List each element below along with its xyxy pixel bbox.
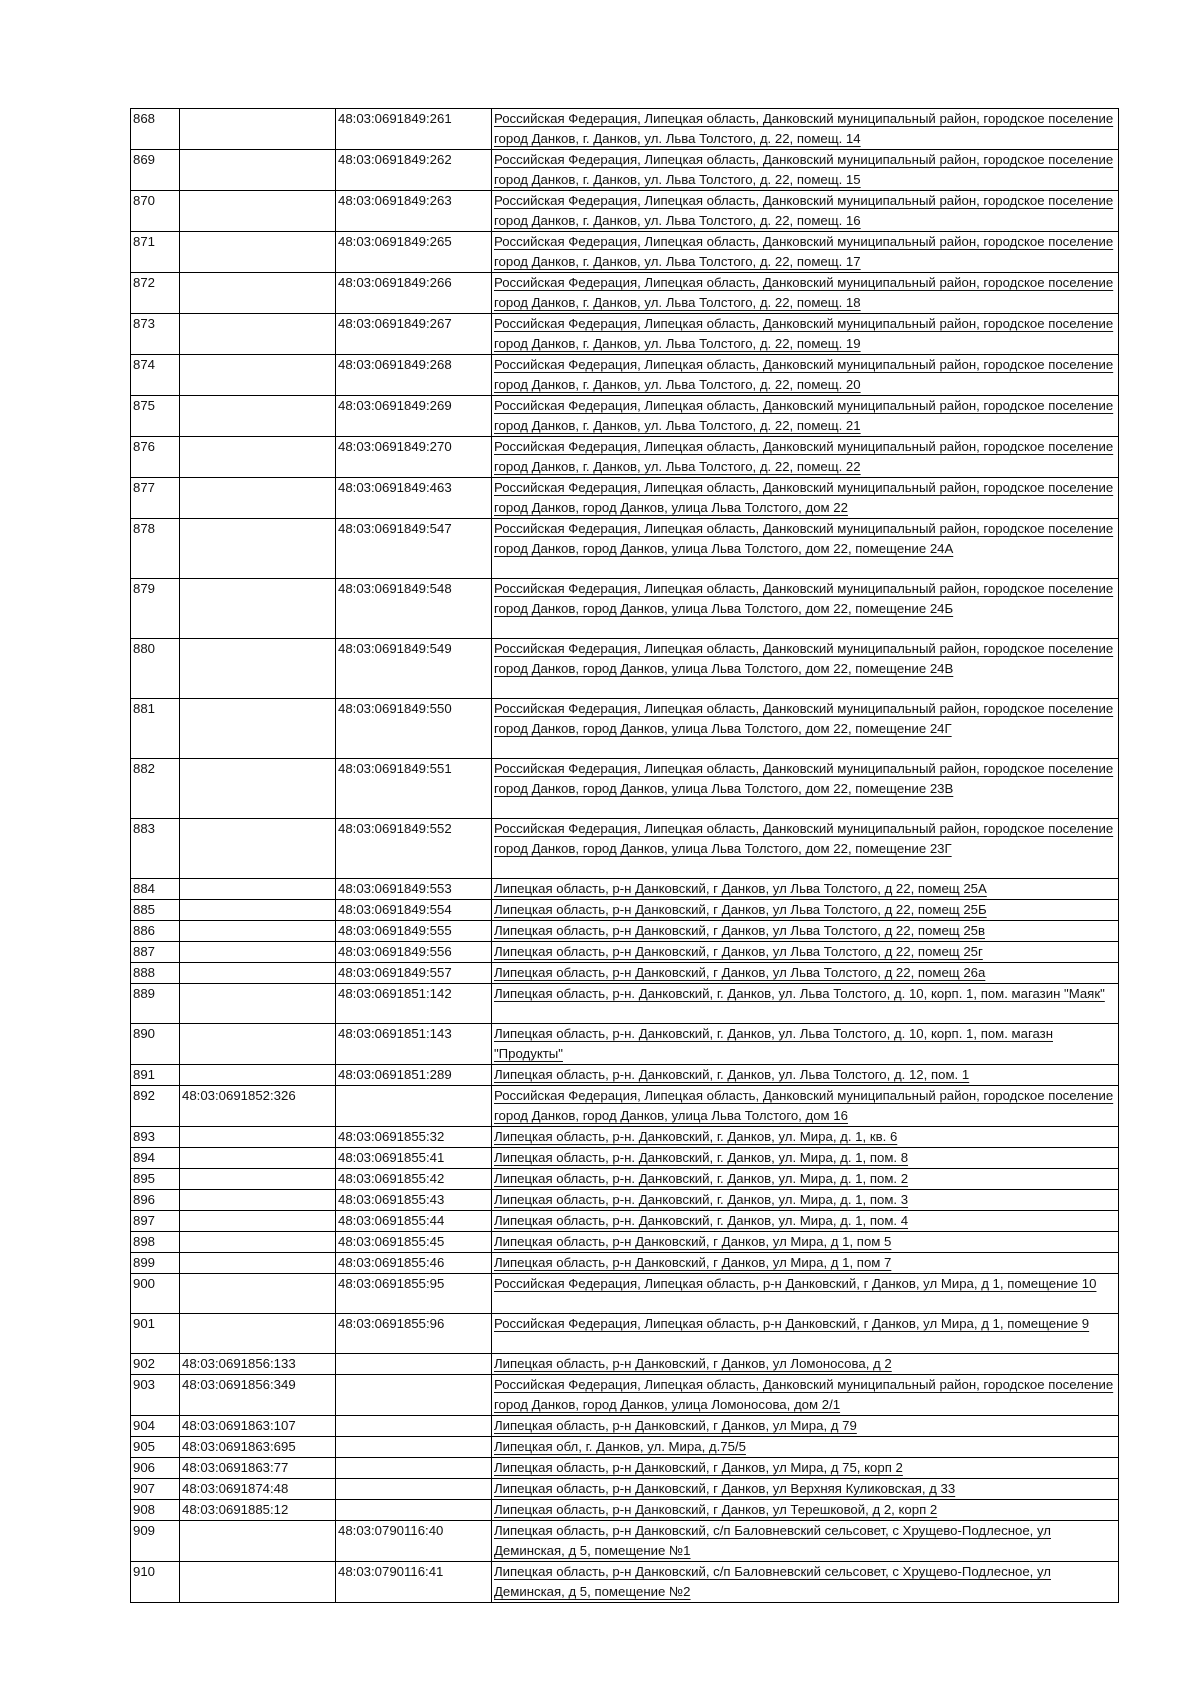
cadastral-number-a-cell: 48:03:0691874:48 — [180, 1479, 336, 1500]
table-row — [131, 819, 1119, 879]
address-text: Липецкая область, р-н Данковский, с/п Баловневский сельсовет, с Хрущево-Подлесное, ул Деминская, д 5, помещение №1 — [494, 1523, 1051, 1558]
cadastral-number-b-cell: 48:03:0691855:46 — [336, 1253, 492, 1274]
table-row — [131, 109, 1119, 150]
address-text: Российская Федерация, Липецкая область, Данковский муниципальный район, городское поселение город Данков, г. Данков, ул. Льва Толстого, д. 22, помещ. 15 — [494, 152, 1114, 187]
row-number-cell: 890 — [131, 1024, 180, 1065]
row-number-cell: 872 — [131, 273, 180, 314]
table-row — [131, 1416, 1119, 1437]
address-text: Российская Федерация, Липецкая область, Данковский муниципальный район, городское поселение город Данков, город Данков, улица Льва Толстого, дом 22, помещение 24Б — [494, 581, 1114, 616]
address-text: Российская Федерация, Липецкая область, Данковский муниципальный район, городское поселение город Данков, г. Данков, ул. Льва Толстого, д. 22, помещ. 18 — [494, 275, 1114, 310]
address-text: Российская Федерация, Липецкая область, Данковский муниципальный район, городское поселение город Данков, город Данков, улица Льва Толстого, дом 16 — [494, 1088, 1114, 1123]
cadastral-number-b-cell: 48:03:0691849:554 — [336, 900, 492, 921]
table-row — [131, 437, 1119, 478]
cadastral-number-a-cell — [180, 1127, 336, 1148]
table-row — [131, 273, 1119, 314]
table-row — [131, 1375, 1119, 1416]
row-number-cell: 892 — [131, 1086, 180, 1127]
row-number-cell: 897 — [131, 1211, 180, 1232]
address-text: Липецкая область, р-н. Данковский, г. Данков, ул. Мира, д. 1, пом. 4 — [494, 1213, 909, 1228]
address-cell — [492, 984, 1119, 1024]
cadastral-number-b-cell: 48:03:0691849:261 — [336, 109, 492, 150]
cadastral-number-a-cell — [180, 1211, 336, 1232]
cadastral-number-a-cell — [180, 963, 336, 984]
address-text: Липецкая область, р-н Данковский, г Данков, ул Мира, д 1, пом 7 — [494, 1255, 892, 1270]
row-number-cell: 879 — [131, 579, 180, 639]
cadastral-number-b-cell: 48:03:0691855:96 — [336, 1314, 492, 1354]
address-cell — [492, 437, 1119, 478]
table-row — [131, 1148, 1119, 1169]
table-row — [131, 963, 1119, 984]
address-text: Липецкая область, р-н Данковский, г Данков, ул Льва Толстого, д 22, помещ 26а — [494, 965, 986, 980]
row-number-cell: 883 — [131, 819, 180, 879]
address-cell — [492, 1190, 1119, 1211]
address-cell — [492, 1562, 1119, 1603]
table-row — [131, 314, 1119, 355]
cadastral-number-a-cell — [180, 1314, 336, 1354]
cadastral-number-a-cell — [180, 1232, 336, 1253]
address-text: Липецкая область, р-н. Данковский, г. Данков, ул. Мира, д. 1, пом. 8 — [494, 1150, 909, 1165]
cadastral-number-b-cell: 48:03:0790116:40 — [336, 1521, 492, 1562]
row-number-cell: 881 — [131, 699, 180, 759]
table-row — [131, 1314, 1119, 1354]
address-text: Российская Федерация, Липецкая область, Данковский муниципальный район, городское поселение город Данков, г. Данков, ул. Льва Толстого, д. 22, помещ. 16 — [494, 193, 1114, 228]
row-number-cell: 876 — [131, 437, 180, 478]
address-cell — [492, 1232, 1119, 1253]
address-cell — [492, 900, 1119, 921]
address-text: Российская Федерация, Липецкая область, Данковский муниципальный район, городское поселение город Данков, город Данков, улица Льва Толстого, дом 22, помещение 23В — [494, 761, 1114, 796]
address-cell — [492, 759, 1119, 819]
address-text: Липецкая область, р-н. Данковский, г. Данков, ул. Мира, д. 1, пом. 2 — [494, 1171, 909, 1186]
cadastral-number-a-cell — [180, 1253, 336, 1274]
address-text: Российская Федерация, Липецкая область, Данковский муниципальный район, городское поселение город Данков, г. Данков, ул. Льва Толстого, д. 22, помещ. 17 — [494, 234, 1114, 269]
table-row — [131, 900, 1119, 921]
table-row — [131, 1253, 1119, 1274]
row-number-cell: 889 — [131, 984, 180, 1024]
cadastral-number-b-cell: 48:03:0691849:548 — [336, 579, 492, 639]
table-row — [131, 1232, 1119, 1253]
cadastral-number-a-cell: 48:03:0691863:107 — [180, 1416, 336, 1437]
table-row — [131, 984, 1119, 1024]
address-cell — [492, 1375, 1119, 1416]
row-number-cell: 903 — [131, 1375, 180, 1416]
row-number-cell: 910 — [131, 1562, 180, 1603]
address-text: Липецкая область, р-н. Данковский, г. Данков, ул. Льва Толстого, д. 10, корп. 1, пом. магазин "Маяк" — [494, 986, 1105, 1001]
address-text: Липецкая область, р-н Данковский, г Данков, ул Мира, д 79 — [494, 1418, 857, 1433]
cadastral-number-a-cell — [180, 579, 336, 639]
cadastral-number-a-cell: 48:03:0691856:349 — [180, 1375, 336, 1416]
cadastral-number-a-cell — [180, 314, 336, 355]
table-row — [131, 396, 1119, 437]
row-number-cell: 891 — [131, 1065, 180, 1086]
table-row — [131, 1458, 1119, 1479]
cadastral-number-a-cell — [180, 519, 336, 579]
address-text: Липецкая область, р-н. Данковский, г. Данков, ул. Льва Толстого, д. 10, корп. 1, пом. магазн "Продукты" — [494, 1026, 1053, 1061]
cadastral-number-a-cell — [180, 759, 336, 819]
cadastral-number-a-cell: 48:03:0691863:695 — [180, 1437, 336, 1458]
address-cell — [492, 1169, 1119, 1190]
table-row — [131, 1190, 1119, 1211]
address-cell — [492, 1211, 1119, 1232]
address-cell — [492, 1500, 1119, 1521]
table-row — [131, 1479, 1119, 1500]
address-text: Российская Федерация, Липецкая область, Данковский муниципальный район, городское поселение город Данков, г. Данков, ул. Льва Толстого, д. 22, помещ. 20 — [494, 357, 1114, 392]
address-text: Российская Федерация, Липецкая область, Данковский муниципальный район, городское поселение город Данков, г. Данков, ул. Льва Толстого, д. 22, помещ. 22 — [494, 439, 1114, 474]
row-number-cell: 905 — [131, 1437, 180, 1458]
cadastral-number-a-cell — [180, 478, 336, 519]
row-number-cell: 899 — [131, 1253, 180, 1274]
address-cell — [492, 109, 1119, 150]
cadastral-number-b-cell: 48:03:0691851:142 — [336, 984, 492, 1024]
cadastral-number-a-cell — [180, 1065, 336, 1086]
cadastral-number-b-cell: 48:03:0691849:262 — [336, 150, 492, 191]
cadastral-number-a-cell — [180, 900, 336, 921]
cadastral-number-b-cell — [336, 1479, 492, 1500]
address-cell — [492, 579, 1119, 639]
row-number-cell: 904 — [131, 1416, 180, 1437]
row-number-cell: 880 — [131, 639, 180, 699]
address-cell — [492, 1024, 1119, 1065]
table-row — [131, 921, 1119, 942]
address-cell — [492, 1416, 1119, 1437]
address-cell — [492, 273, 1119, 314]
cadastral-number-b-cell: 48:03:0691849:555 — [336, 921, 492, 942]
cadastral-number-b-cell — [336, 1354, 492, 1375]
address-cell — [492, 963, 1119, 984]
cadastral-number-b-cell: 48:03:0691849:557 — [336, 963, 492, 984]
cadastral-number-a-cell — [180, 1521, 336, 1562]
table-body — [131, 109, 1119, 1603]
cadastral-number-a-cell: 48:03:0691856:133 — [180, 1354, 336, 1375]
cadastral-number-b-cell — [336, 1500, 492, 1521]
cadastral-number-b-cell: 48:03:0691849:463 — [336, 478, 492, 519]
cadastral-number-a-cell: 48:03:0691852:326 — [180, 1086, 336, 1127]
row-number-cell: 877 — [131, 478, 180, 519]
cadastral-number-b-cell: 48:03:0691855:42 — [336, 1169, 492, 1190]
table-row — [131, 699, 1119, 759]
address-text: Липецкая область, р-н Данковский, г Данков, ул Льва Толстого, д 22, помещ 25г — [494, 944, 983, 959]
table-row — [131, 879, 1119, 900]
table-row — [131, 1086, 1119, 1127]
address-text: Российская Федерация, Липецкая область, Данковский муниципальный район, городское поселение город Данков, город Данков, улица Льва Толстого, дом 22, помещение 24В — [494, 641, 1114, 676]
cadastral-number-b-cell: 48:03:0691855:44 — [336, 1211, 492, 1232]
cadastral-number-b-cell: 48:03:0691855:41 — [336, 1148, 492, 1169]
address-cell — [492, 921, 1119, 942]
table-row — [131, 1562, 1119, 1603]
cadastral-number-b-cell: 48:03:0691849:550 — [336, 699, 492, 759]
address-text: Липецкая область, р-н Данковский, с/п Баловневский сельсовет, с Хрущево-Подлесное, ул Деминская, д 5, помещение №2 — [494, 1564, 1051, 1599]
address-cell — [492, 519, 1119, 579]
address-text: Липецкая область, р-н Данковский, г Данков, ул Льва Толстого, д 22, помещ 25в — [494, 923, 985, 938]
cadastral-number-a-cell — [180, 355, 336, 396]
address-text: Российская Федерация, Липецкая область, Данковский муниципальный район, городское поселение город Данков, г. Данков, ул. Льва Толстого, д. 22, помещ. 21 — [494, 398, 1114, 433]
table-row — [131, 519, 1119, 579]
table-row — [131, 1521, 1119, 1562]
cadastral-number-b-cell: 48:03:0691851:143 — [336, 1024, 492, 1065]
address-text: Липецкая область, р-н. Данковский, г. Данков, ул. Мира, д. 1, кв. 6 — [494, 1129, 898, 1144]
address-text: Липецкая область, р-н Данковский, г Данков, ул Верхняя Куликовская, д 33 — [494, 1481, 956, 1496]
cadastral-number-a-cell — [180, 639, 336, 699]
address-cell — [492, 1354, 1119, 1375]
cadastral-number-a-cell — [180, 879, 336, 900]
cadastral-number-a-cell — [180, 273, 336, 314]
address-cell — [492, 1065, 1119, 1086]
address-cell — [492, 1437, 1119, 1458]
address-cell — [492, 819, 1119, 879]
address-cell — [492, 1458, 1119, 1479]
row-number-cell: 871 — [131, 232, 180, 273]
address-text: Российская Федерация, Липецкая область, Данковский муниципальный район, городское поселение город Данков, город Данков, улица Ломоносова, дом 2/1 — [494, 1377, 1114, 1412]
cadastral-number-a-cell — [180, 150, 336, 191]
table-row — [131, 1274, 1119, 1314]
cadastral-number-a-cell — [180, 396, 336, 437]
cadastral-number-a-cell — [180, 109, 336, 150]
cadastral-number-b-cell: 48:03:0691849:549 — [336, 639, 492, 699]
cadastral-number-b-cell — [336, 1416, 492, 1437]
cadastral-number-b-cell: 48:03:0691849:553 — [336, 879, 492, 900]
address-cell — [492, 1479, 1119, 1500]
cadastral-number-a-cell: 48:03:0691885:12 — [180, 1500, 336, 1521]
address-cell — [492, 1314, 1119, 1354]
row-number-cell: 902 — [131, 1354, 180, 1375]
address-text: Липецкая область, р-н Данковский, г Данков, ул Мира, д 1, пом 5 — [494, 1234, 892, 1249]
table-row — [131, 1024, 1119, 1065]
address-text: Липецкая область, р-н Данковский, г Данков, ул Терешковой, д 2, корп 2 — [494, 1502, 938, 1517]
row-number-cell: 887 — [131, 942, 180, 963]
row-number-cell: 900 — [131, 1274, 180, 1314]
cadastral-number-b-cell: 48:03:0691849:265 — [336, 232, 492, 273]
address-cell — [492, 1086, 1119, 1127]
cadastral-number-b-cell: 48:03:0691849:267 — [336, 314, 492, 355]
address-text: Российская Федерация, Липецкая область, Данковский муниципальный район, городское поселение город Данков, город Данков, улица Льва Толстого, дом 22 — [494, 480, 1114, 515]
table-row — [131, 579, 1119, 639]
cadastral-number-a-cell — [180, 191, 336, 232]
table-row — [131, 232, 1119, 273]
address-cell — [492, 699, 1119, 759]
cadastral-number-b-cell: 48:03:0691849:269 — [336, 396, 492, 437]
address-cell — [492, 150, 1119, 191]
cadastral-number-a-cell — [180, 984, 336, 1024]
row-number-cell: 893 — [131, 1127, 180, 1148]
row-number-cell: 894 — [131, 1148, 180, 1169]
row-number-cell: 896 — [131, 1190, 180, 1211]
cadastral-number-a-cell — [180, 699, 336, 759]
table-row — [131, 639, 1119, 699]
cadastral-number-b-cell — [336, 1458, 492, 1479]
table-row — [131, 150, 1119, 191]
row-number-cell: 885 — [131, 900, 180, 921]
address-cell — [492, 879, 1119, 900]
address-text: Российская Федерация, Липецкая область, Данковский муниципальный район, городское поселение город Данков, город Данков, улица Льва Толстого, дом 22, помещение 24Г — [494, 701, 1114, 736]
address-cell — [492, 355, 1119, 396]
table-row — [131, 759, 1119, 819]
cadastral-number-b-cell: 48:03:0691849:552 — [336, 819, 492, 879]
table-row — [131, 1211, 1119, 1232]
cadastral-number-b-cell: 48:03:0691849:263 — [336, 191, 492, 232]
cadastral-number-b-cell: 48:03:0691849:270 — [336, 437, 492, 478]
cadastral-number-a-cell: 48:03:0691863:77 — [180, 1458, 336, 1479]
cadastral-number-b-cell: 48:03:0691849:556 — [336, 942, 492, 963]
address-text: Российская Федерация, Липецкая область, р-н Данковский, г Данков, ул Мира, д 1, помещение 10 — [494, 1276, 1097, 1291]
address-cell — [492, 1521, 1119, 1562]
cadastral-number-a-cell — [180, 232, 336, 273]
cadastral-number-a-cell — [180, 819, 336, 879]
row-number-cell: 895 — [131, 1169, 180, 1190]
cadastral-number-a-cell — [180, 1169, 336, 1190]
address-text: Липецкая область, р-н Данковский, г Данков, ул Мира, д 75, корп 2 — [494, 1460, 903, 1475]
address-text: Липецкая область, р-н. Данковский, г. Данков, ул. Мира, д. 1, пом. 3 — [494, 1192, 909, 1207]
row-number-cell: 907 — [131, 1479, 180, 1500]
cadastral-number-b-cell: 48:03:0691849:551 — [336, 759, 492, 819]
row-number-cell: 898 — [131, 1232, 180, 1253]
address-text: Российская Федерация, Липецкая область, Данковский муниципальный район, городское поселение город Данков, г. Данков, ул. Льва Толстого, д. 22, помещ. 14 — [494, 111, 1114, 146]
row-number-cell: 875 — [131, 396, 180, 437]
cadastral-number-a-cell — [180, 1024, 336, 1065]
address-cell — [492, 314, 1119, 355]
address-cell — [492, 478, 1119, 519]
cadastral-number-a-cell — [180, 1274, 336, 1314]
table-row — [131, 1500, 1119, 1521]
row-number-cell: 884 — [131, 879, 180, 900]
address-text: Российская Федерация, Липецкая область, р-н Данковский, г Данков, ул Мира, д 1, помещение 9 — [494, 1316, 1090, 1331]
cadastral-number-b-cell — [336, 1375, 492, 1416]
table-row — [131, 1127, 1119, 1148]
address-text: Липецкая область, р-н Данковский, г Данков, ул Льва Толстого, д 22, помещ 25Б — [494, 902, 987, 917]
row-number-cell: 882 — [131, 759, 180, 819]
address-cell — [492, 1148, 1119, 1169]
table-row — [131, 1169, 1119, 1190]
cadastral-number-b-cell: 48:03:0691851:289 — [336, 1065, 492, 1086]
cadastral-number-b-cell: 48:03:0691849:547 — [336, 519, 492, 579]
cadastral-number-b-cell: 48:03:0691855:45 — [336, 1232, 492, 1253]
row-number-cell: 869 — [131, 150, 180, 191]
row-number-cell: 909 — [131, 1521, 180, 1562]
cadastral-number-b-cell: 48:03:0691855:95 — [336, 1274, 492, 1314]
row-number-cell: 901 — [131, 1314, 180, 1354]
table-row — [131, 1437, 1119, 1458]
address-text: Липецкая область, р-н. Данковский, г. Данков, ул. Льва Толстого, д. 12, пом. 1 — [494, 1067, 970, 1082]
address-cell — [492, 1253, 1119, 1274]
row-number-cell: 878 — [131, 519, 180, 579]
address-cell — [492, 191, 1119, 232]
table-row — [131, 1065, 1119, 1086]
row-number-cell: 870 — [131, 191, 180, 232]
cadastral-number-a-cell — [180, 921, 336, 942]
address-text: Липецкая обл, г. Данков, ул. Мира, д.75/5 — [494, 1439, 746, 1454]
address-text: Российская Федерация, Липецкая область, Данковский муниципальный район, городское поселение город Данков, город Данков, улица Льва Толстого, дом 22, помещение 23Г — [494, 821, 1114, 856]
address-text: Российская Федерация, Липецкая область, Данковский муниципальный район, городское поселение город Данков, г. Данков, ул. Льва Толстого, д. 22, помещ. 19 — [494, 316, 1114, 351]
address-text: Липецкая область, р-н Данковский, г Данков, ул Ломоносова, д 2 — [494, 1356, 892, 1371]
cadastral-number-b-cell: 48:03:0691849:266 — [336, 273, 492, 314]
cadastral-number-a-cell — [180, 1148, 336, 1169]
row-number-cell: 874 — [131, 355, 180, 396]
address-cell — [492, 1127, 1119, 1148]
table-row — [131, 478, 1119, 519]
row-number-cell: 908 — [131, 1500, 180, 1521]
table-row — [131, 191, 1119, 232]
row-number-cell: 868 — [131, 109, 180, 150]
address-text: Липецкая область, р-н Данковский, г Данков, ул Льва Толстого, д 22, помещ 25А — [494, 881, 987, 896]
cadastral-number-b-cell — [336, 1437, 492, 1458]
address-cell — [492, 232, 1119, 273]
table-row — [131, 1354, 1119, 1375]
cadastral-number-b-cell: 48:03:0691855:43 — [336, 1190, 492, 1211]
row-number-cell: 873 — [131, 314, 180, 355]
cadastral-number-a-cell — [180, 942, 336, 963]
cadastral-number-a-cell — [180, 1190, 336, 1211]
cadastral-number-b-cell: 48:03:0790116:41 — [336, 1562, 492, 1603]
address-cell — [492, 396, 1119, 437]
row-number-cell: 888 — [131, 963, 180, 984]
row-number-cell: 886 — [131, 921, 180, 942]
row-number-cell: 906 — [131, 1458, 180, 1479]
address-cell — [492, 1274, 1119, 1314]
property-registry-table — [130, 108, 1119, 1603]
cadastral-number-a-cell — [180, 437, 336, 478]
cadastral-number-b-cell: 48:03:0691849:268 — [336, 355, 492, 396]
cadastral-number-b-cell — [336, 1086, 492, 1127]
cadastral-number-a-cell — [180, 1562, 336, 1603]
address-text: Российская Федерация, Липецкая область, Данковский муниципальный район, городское поселение город Данков, город Данков, улица Льва Толстого, дом 22, помещение 24А — [494, 521, 1114, 556]
table-row — [131, 942, 1119, 963]
cadastral-number-b-cell: 48:03:0691855:32 — [336, 1127, 492, 1148]
address-cell — [492, 942, 1119, 963]
address-cell — [492, 639, 1119, 699]
table-row — [131, 355, 1119, 396]
